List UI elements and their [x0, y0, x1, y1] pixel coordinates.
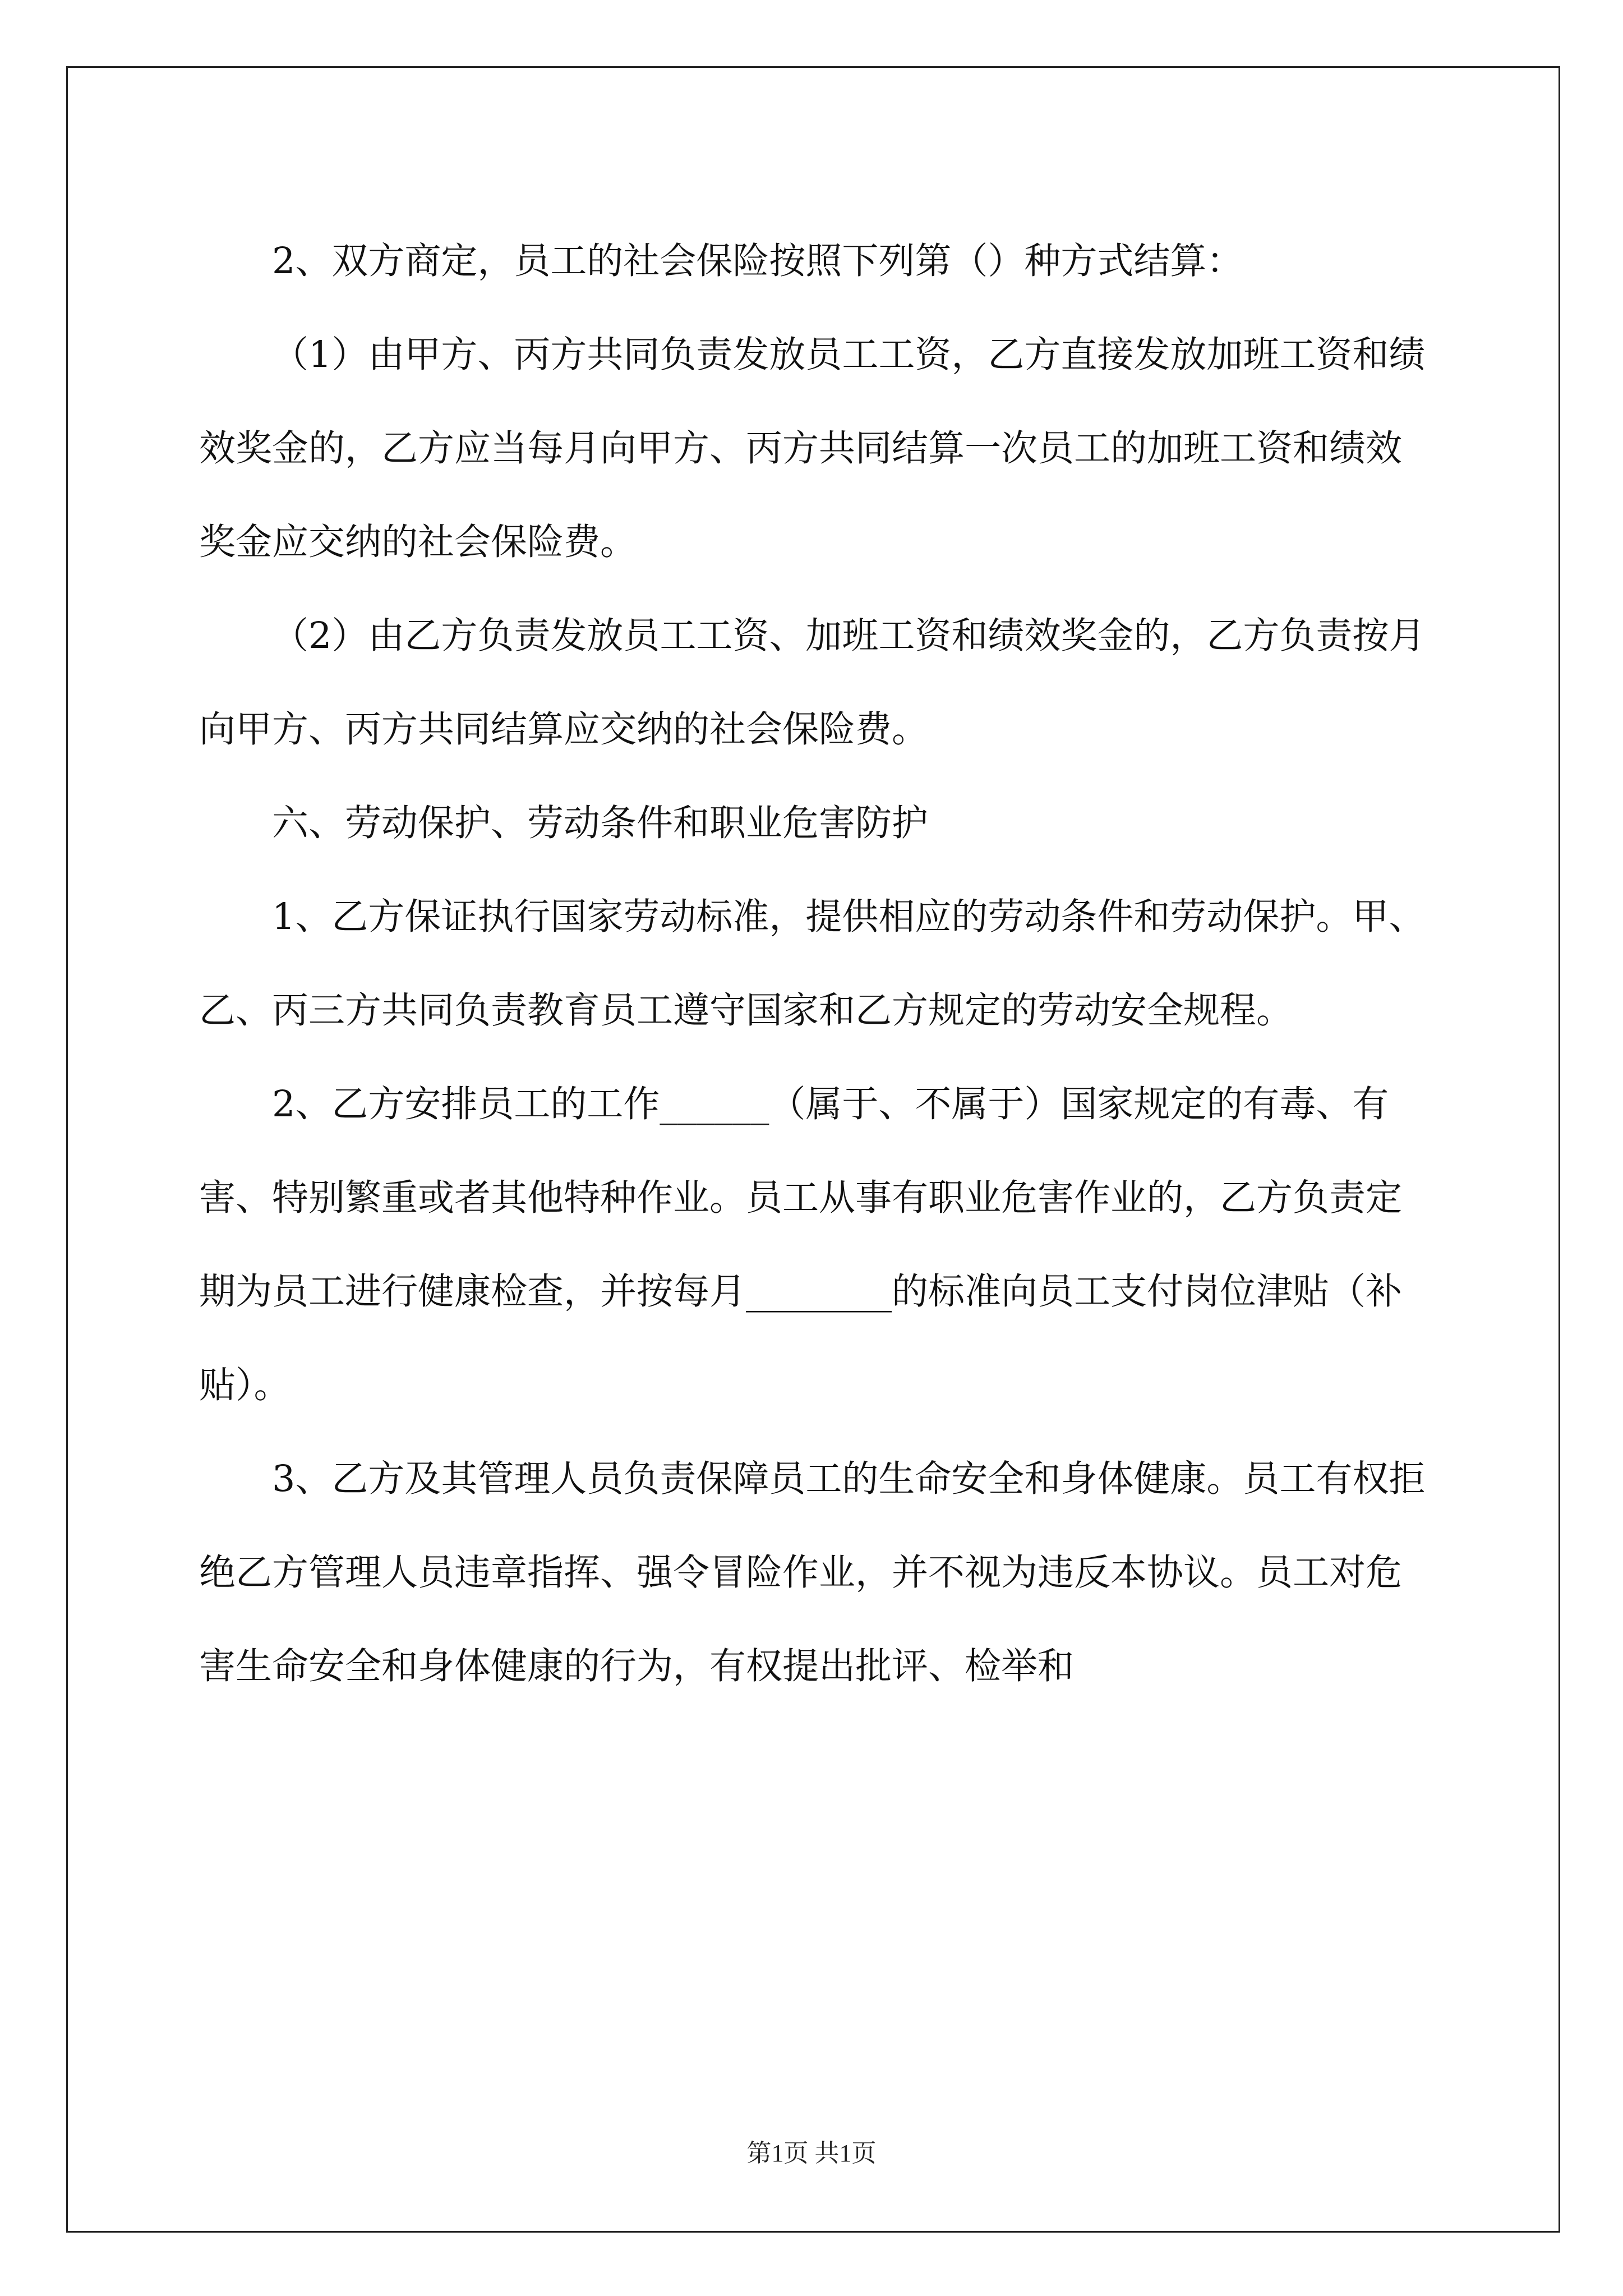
paragraph-option-1: （1）由甲方、丙方共同负责发放员工工资，乙方直接发放加班工资和绩效奖金的，乙方应当每月向甲方、丙方共同结算一次员工的加班工资和绩效奖金应交纳的社会保险费。 [199, 334, 1426, 563]
paragraph-clause-2: 2、乙方安排员工的工作______（属于、不属于）国家规定的有毒、有害、特别繁重或者其他特种作业。员工从事有职业危害作业的，乙方负责定期为员工进行健康检查，并按每月________的标准向员工支付岗位津贴（补贴）。 [199, 1083, 1403, 1406]
page-footer: 第1页 共1页 [746, 2139, 877, 2167]
paragraph-clause-3: 3、乙方及其管理人员负责保障员工的生命安全和身体健康。员工有权拒绝乙方管理人员违章指挥、强令冒险作业，并不视为违反本协议。员工对危害生命安全和身体健康的行为，有权提出批评、检举和 [199, 1458, 1426, 1687]
section-heading-labor-protection: 六、劳动保护、劳动条件和职业危害防护 [272, 802, 929, 844]
paragraph-clause-1: 1、乙方保证执行国家劳动标准，提供相应的劳动条件和劳动保护。甲、乙、丙三方共同负责教育员工遵守国家和乙方规定的劳动安全规程。 [199, 896, 1426, 1032]
paragraph-option-2: （2）由乙方负责发放员工工资、加班工资和绩效奖金的，乙方负责按月向甲方、丙方共同结算应交纳的社会保险费。 [199, 615, 1426, 751]
paragraph-insurance-settlement: 2、双方商定，员工的社会保险按照下列第（）种方式结算： [272, 240, 1243, 282]
document-body [199, 214, 1433, 1713]
